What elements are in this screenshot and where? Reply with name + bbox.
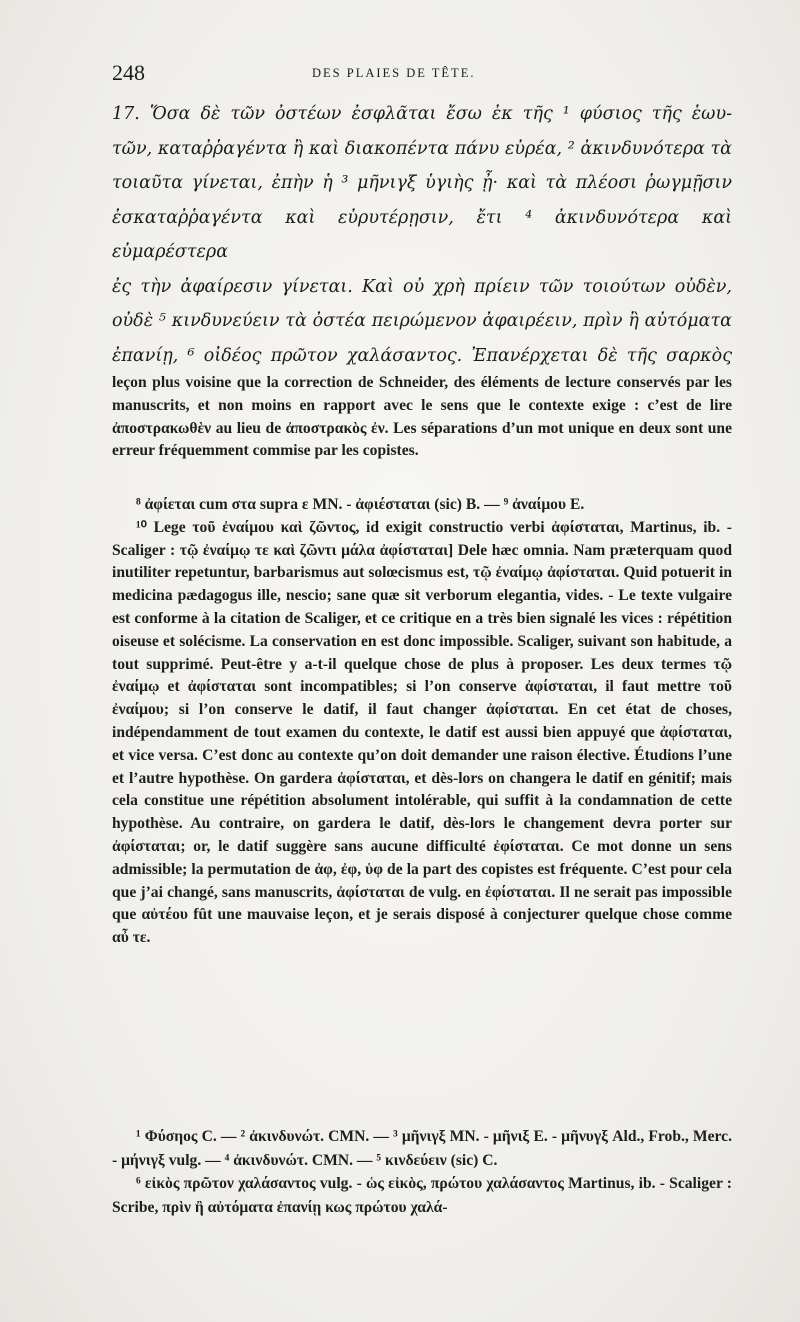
- page-number: 248: [112, 60, 145, 85]
- note-continuation-text: leçon plus voisine que la correction de Schneider, des éléments de lecture conservés par les manuscrits, et non moins en rapport avec le sens que le contexte exige : c’est de lire ἀποστρακωθὲν au lieu de ἀποστρακὸς ἐν. Les séparations d’un mot unique en deux sont une erreur fréquemment commise par les copistes.: [112, 374, 732, 460]
- note-8: ⁸ ἀφίεται cum στα supra ε MN. - ἀφιέσταται (sic) B. — ⁹ ἀναίμου E.: [136, 496, 585, 513]
- greek-line: τοιαῦτα γίνεται, ἐπὴν ἡ ³ μῆνιγξ ὑγιὴς ᾖ· καὶ τὰ πλέοσι ῥωγμῇσιν: [112, 173, 732, 193]
- greek-line: τῶν, καταῤῥαγέντα ἢ καὶ διακοπέντα πάνυ εὐρέα, ² ἀκινδυνότερα τὰ: [112, 138, 732, 159]
- apparatus-line-2: ⁶ εἰκὸς πρῶτον χαλάσαντος vulg. - ὡς εἰκὸς, πρώτου χαλάσαντος Martinus, ib. - Scaliger : Scribe, πρὶν ἢ αὐτόματα ἐπανίῃ κως πρώτου χαλά-: [112, 1175, 732, 1216]
- critical-apparatus: [112, 1125, 732, 1219]
- greek-line: ἐσκαταῤῥαγέντα καὶ εὐρυτέρῃσιν, ἔτι ⁴ ἀκινδυνότερα καὶ εὐμαρέστερα: [112, 207, 732, 262]
- apparatus-line-1: ¹ Φύσηος C. — ² ἀκινδυνώτ. CMN. — ³ μῆνιγξ MN. - μῆνιξ E. - μῆνυγξ Ald., Frob., Merc. - μήνιγξ vulg. — ⁴ ἀκινδυνώτ. CMN. — ⁵ κινδεύειν (sic) C.: [112, 1128, 732, 1169]
- greek-line: ἐς τὴν ἀφαίρεσιν γίνεται. Καὶ οὐ χρὴ πρίειν τῶν τοιούτων οὐδὲν,: [112, 276, 732, 297]
- page-header: [112, 60, 732, 90]
- note-10: ¹⁰ Lege τοῦ ἐναίμου καὶ ζῶντος, id exigit constructio verbi ἀφίσταται, Martinus, ib. - Scaliger : τῷ ἐναίμῳ τε καὶ ζῶντι μάλα ἀφίσταται] Dele hæc omnia. Nam præterquam quod inutiliter repetuntur, barbarismus aut solœcismus est, τῷ ἐναίμῳ ἀφίσταται. Quid potuerit in medicina pædagogus ille, nescio; sane quæ sit verborum elegantia, vides. - Le texte vulgaire est conforme à la citation de Scaliger, et ce critique en a très bien signalé les vices : répétition oiseuse et solécisme. La conservation en est donc impossible. Scaliger, suivant son habitude, a tout supprimé. Peut-être y a-t-il quelque chose de plus à proposer. Les deux termes τῷ ἐναίμῳ et ἀφίσταται sont incompatibles; si l’on conserve ἀφίσταται, il faut mettre τοῦ ἐναίμου; si l’on conserve le datif, il faut changer ἀφίσταται. En cet état de choses, indépendamment de tout examen du contexte, le datif est aussi bien appuyé que ἀφίσταται, et vice versa. C’est donc au contexte qu’on doit demander une raison élective. Étudions l’une et l’autre hypothèse. On gardera ἀφίσταται, et dès-lors on changera le datif en génitif; mais cela constitue une répétition absolument intolérable, qui suffit à la condamnation de cette hypothèse. Au contraire, on gardera le datif, dès-lors le changement devra porter sur ἀφίσταται; or, le datif suggère sans aucune difficulté ἐφίσταται. Ce mot donne un sens admissible; la permutation de ἀφ, ἐφ, ὑφ de la part des copistes est fréquente. C’est pour cela que j’ai changé, sans manuscrits, ἀφίσταται de vulg. en ἐφίσταται. Il ne serait pas impossible que αὐτέου fût une mauvaise leçon, et je serais disposé à conjecturer quelque chose comme αὖ τε.: [112, 518, 732, 947]
- notes-main: [112, 494, 732, 950]
- greek-line: ἐπανίῃ, ⁶ οἰδέος πρῶτον χαλάσαντος. Ἐπανέρχεται δὲ τῆς σαρκὸς: [112, 345, 732, 366]
- greek-line: 17. Ὅσα δὲ τῶν ὀστέων ἐσφλᾶται ἔσω ἐκ τῆς ¹ φύσιος τῆς ἑωυ-: [112, 104, 732, 124]
- greek-main-text: [112, 97, 732, 373]
- greek-line: οὐδὲ ⁵ κινδυνεύειν τὰ ὀστέα πειρώμενον ἀφαιρέειν, πρὶν ἢ αὐτόματα: [112, 311, 732, 331]
- running-head: DES PLAIES DE TÊTE.: [312, 66, 476, 80]
- note-continuation: [112, 372, 732, 463]
